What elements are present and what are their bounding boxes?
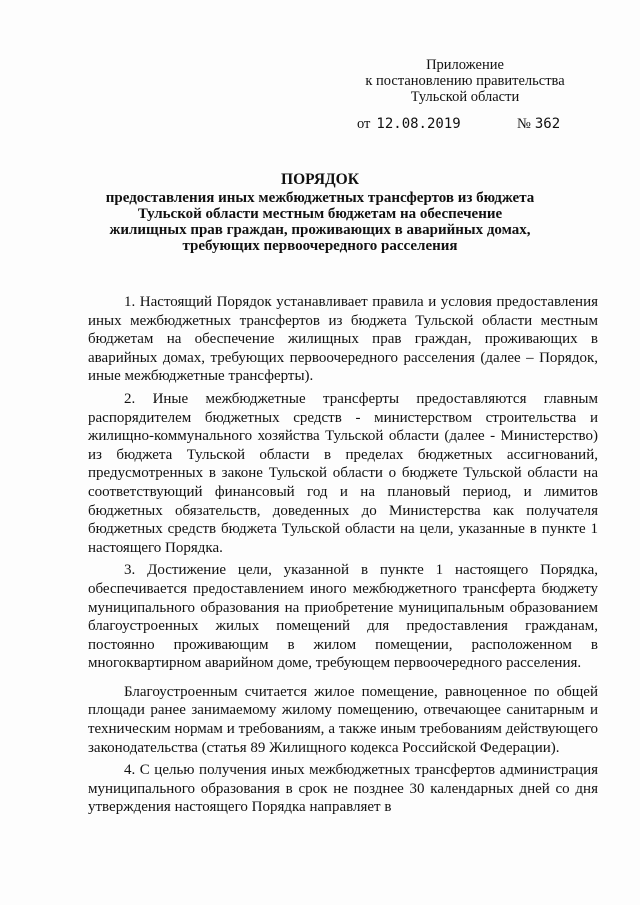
title-line: Тульской области местным бюджетам на обеспечение xyxy=(137,206,503,222)
paragraph-1: 1. Настоящий Порядок устанавливает правила и условия предоставления иных межбюджетных трансфертов из бюджета Тульской области местным бюджетам на обеспечение жилищных прав граждан, проживающих в аварийных домах, требующих первоочередного расселения (далее – Порядок, иные межбюджетные трансферты). xyxy=(88,294,598,385)
date-number-line xyxy=(357,116,587,133)
paragraph-3: 3. Достижение цели, указанной в пункте 1 настоящего Порядка, обеспечивается предоставлением иного межбюджетного трансферта бюджету муниципального образования на приобретение муниципальным образованием благоустроенных жилых помещений для предоставления гражданам, постоянно проживающим в жилом помещении, расположенном в многоквартирном аварийном доме, требующем первоочередного расселения. xyxy=(88,562,598,672)
date-value: 12.08.2019 xyxy=(376,116,461,132)
document-body xyxy=(88,293,598,821)
appendix-line: Тульской области xyxy=(410,89,520,105)
appendix-line: Приложение xyxy=(426,57,504,73)
paragraph-2: 2. Иные межбюджетные трансферты предоставляются главным распорядителем бюджетных средств - министерством строительства и жилищно-коммунального хозяйства Тульской области (далее - Министерство) из бюджета Тульской области в пределах бюджетных ассигнований, предусмотренных в законе Тульской области о бюджете Тульской области на соответствующий финансовый год и на плановый период, и лимитов бюджетных обязательств, доведенных до Министерства как получателя бюджетных средств бюджета Тульской области на цели, указанные в пункте 1 настоящего Порядка. xyxy=(88,390,598,556)
paragraph-4: 4. С целью получения иных межбюджетных трансфертов администрация муниципального образования в срок не позднее 30 календарных дней со дня утверждения настоящего Порядка направляет в xyxy=(88,762,598,816)
title-line: требующих первоочередного расселения xyxy=(182,238,458,254)
title-line: жилищных прав граждан, проживающих в аварийных домах, xyxy=(109,222,531,238)
appendix-line: к постановлению правительства xyxy=(365,73,565,89)
date-prefix: от xyxy=(357,116,371,132)
title-line: предоставления иных межбюджетных трансфертов из бюджета xyxy=(105,190,535,206)
number-prefix: № xyxy=(517,116,531,132)
document-title xyxy=(60,172,580,254)
number-value: 362 xyxy=(534,116,561,132)
title-main: ПОРЯДОК xyxy=(281,171,359,188)
document-number xyxy=(517,116,560,133)
paragraph-3-continued: Благоустроенным считается жилое помещение, равноценное по общей площади ранее занимаемому жилому помещению, отвечающее санитарным и техническим нормам и требованиям, а также иным требованиям действующего законодательства (статья 89 Жилищного кодекса Российской Федерации). xyxy=(88,683,598,756)
appendix-header xyxy=(350,57,580,105)
